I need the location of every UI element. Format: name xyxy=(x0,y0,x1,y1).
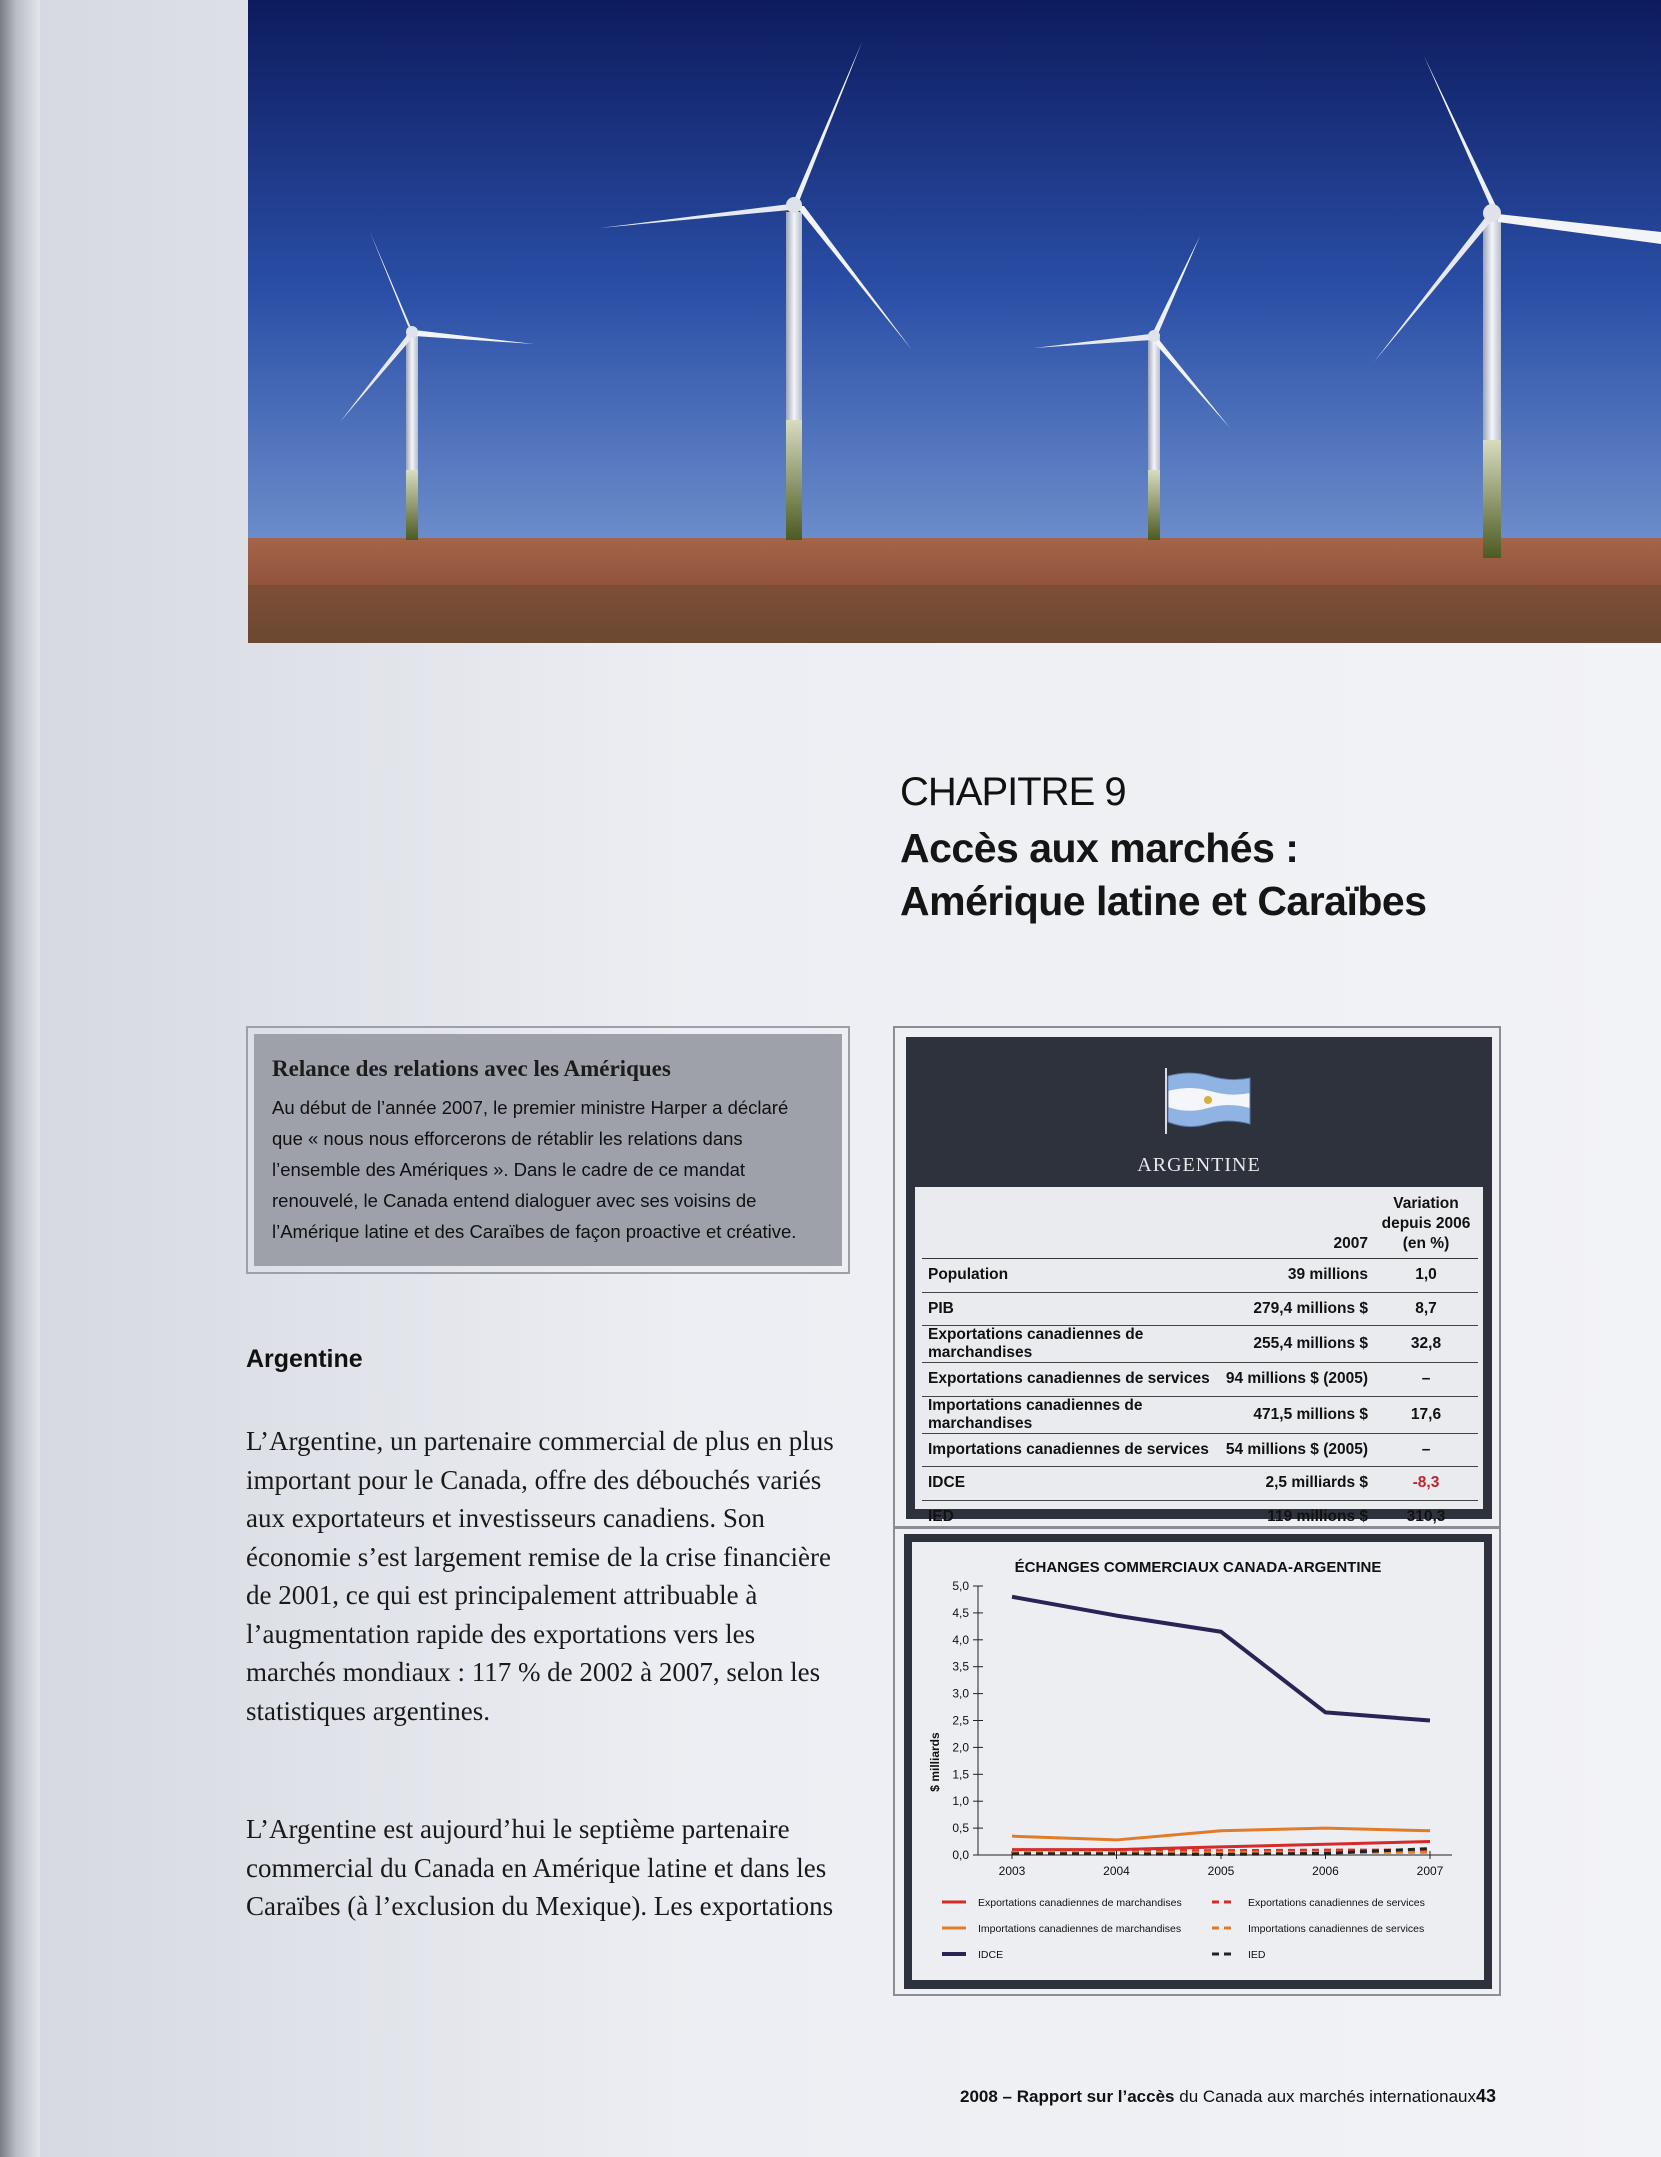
chart-x-tick-label: 2003 xyxy=(998,1864,1026,1878)
sidebar-text: Au début de l’année 2007, le premier ministre Harper a déclaré que « nous nous efforcerons de rétablir les relations dans l’ensemble des Amériques ». Dans le cadre de ce mandat renouvelé, le Canada entend dialoguer avec ses voisins de l’Amérique latine et des Caraïbes de façon proactive et créative. xyxy=(272,1097,797,1242)
row-value: 39 millions xyxy=(1220,1259,1374,1293)
column-header-label xyxy=(922,1192,1220,1259)
chart-y-axis-label: $ milliards xyxy=(928,1732,942,1792)
table-row xyxy=(922,1259,1478,1293)
table-row xyxy=(922,1363,1478,1397)
chart-y-tick-label: 0,0 xyxy=(952,1848,969,1862)
chart-legend-label: Importations canadiennes de marchandises xyxy=(978,1923,1182,1935)
row-label: Importations canadiennes de services xyxy=(922,1433,1220,1467)
chart-y-tick-label: 4,0 xyxy=(952,1632,969,1647)
table-row xyxy=(922,1467,1478,1501)
chart-series-line xyxy=(1012,1597,1430,1721)
chart-x-tick-label: 2006 xyxy=(1312,1864,1339,1878)
row-change: – xyxy=(1374,1363,1478,1397)
row-change: -8,3 xyxy=(1374,1467,1478,1501)
country-stats-table xyxy=(922,1192,1478,1533)
table-row xyxy=(922,1292,1478,1326)
chart-y-tick-label: 4,5 xyxy=(952,1605,969,1620)
table-header-row xyxy=(922,1192,1478,1259)
chart-series-line xyxy=(1012,1850,1430,1851)
body-paragraph-2: L’Argentine est aujourd’hui le septième partenaire commercial du Canada en Amérique latine et dans les Caraïbes (à l’exclusion du Mexique). Les exportations xyxy=(246,1814,834,1921)
sidebar-inner xyxy=(254,1034,842,1266)
chart-series-line xyxy=(1012,1842,1430,1850)
chart-y-tick-label: 1,0 xyxy=(952,1794,969,1809)
row-change: 310,3 xyxy=(1374,1500,1478,1533)
country-name: ARGENTINE xyxy=(1137,1154,1261,1176)
row-value: 471,5 millions $ xyxy=(1220,1396,1374,1433)
chart-x-tick-label: 2005 xyxy=(1207,1864,1235,1878)
chapter-title: Accès aux marchés : Amérique latine et Caraïbes xyxy=(900,825,1427,924)
section-heading: Argentine xyxy=(246,1345,363,1373)
page-gutter-shadow xyxy=(0,0,40,2157)
table-row xyxy=(922,1396,1478,1433)
row-value: 119 millions $ xyxy=(1220,1500,1374,1533)
chart-x-tick-label: 2004 xyxy=(1103,1864,1130,1878)
row-label: IED xyxy=(922,1500,1220,1533)
footer-text-rest: du Canada aux marchés internationaux xyxy=(1174,2087,1476,2106)
row-value: 255,4 millions $ xyxy=(1220,1326,1374,1363)
page-footer xyxy=(960,2087,1476,2107)
column-header-change: Variation depuis 2006 (en %) xyxy=(1374,1192,1478,1259)
row-label: Exportations canadiennes de services xyxy=(922,1363,1220,1397)
footer-bold-text: 2008 – Rapport sur l’accès xyxy=(960,2087,1175,2106)
row-label: IDCE xyxy=(922,1467,1220,1501)
row-label: Population xyxy=(922,1259,1220,1293)
table-row xyxy=(922,1433,1478,1467)
row-value: 54 millions $ (2005) xyxy=(1220,1433,1374,1467)
row-change: 17,6 xyxy=(1374,1396,1478,1433)
row-label: PIB xyxy=(922,1292,1220,1326)
chart-y-tick-label: 2,0 xyxy=(952,1740,969,1755)
chart-y-tick-label: 3,5 xyxy=(952,1659,969,1674)
page-number: 43 xyxy=(1476,2086,1497,2106)
chart-legend-label: IED xyxy=(1248,1949,1266,1961)
row-change: 8,7 xyxy=(1374,1292,1478,1326)
row-value: 279,4 millions $ xyxy=(1220,1292,1374,1326)
chart-y-tick-label: 1,5 xyxy=(952,1767,969,1782)
sidebar-box xyxy=(246,1026,850,1274)
row-value: 94 millions $ (2005) xyxy=(1220,1363,1374,1397)
row-label: Exportations canadiennes de marchandises xyxy=(922,1326,1220,1363)
row-value: 2,5 milliards $ xyxy=(1220,1467,1374,1501)
chart-series-line xyxy=(1012,1828,1430,1840)
row-change: 1,0 xyxy=(1374,1259,1478,1293)
row-change: 32,8 xyxy=(1374,1326,1478,1363)
chart-legend-label: Importations canadiennes de services xyxy=(1248,1923,1425,1935)
chart-legend-label: IDCE xyxy=(978,1949,1004,1961)
row-label: Importations canadiennes de marchandises xyxy=(922,1396,1220,1433)
body-paragraph-1: L’Argentine, un partenaire commercial de plus en plus important pour le Canada, offre des débouchés variés aux exportateurs et investisseurs canadiens. Son économie s’est largement remise de la crise financière de 2001, ce qui est principalement attribuable à l’augmentation rapide des exportations vers les marchés mondiaux : 117 % de 2002 à 2007, selon les statistiques argentines. xyxy=(246,1426,834,1726)
row-change: – xyxy=(1374,1433,1478,1467)
chapter-label: CHAPITRE 9 xyxy=(900,770,1126,814)
column-header-year: 2007 xyxy=(1220,1192,1374,1259)
sidebar-title: Relance des relations avec les Amériques xyxy=(272,1056,671,1081)
chart-y-tick-label: 0,5 xyxy=(952,1821,969,1836)
table-row xyxy=(922,1326,1478,1363)
chart-y-tick-label: 5,0 xyxy=(952,1579,969,1593)
argentina-flag-icon xyxy=(1162,1068,1252,1134)
trade-chart xyxy=(912,1542,1484,1980)
chart-y-tick-label: 3,0 xyxy=(952,1686,969,1701)
chart-title: ÉCHANGES COMMERCIAUX CANADA-ARGENTINE xyxy=(1014,1559,1382,1576)
chart-legend-label: Exportations canadiennes de services xyxy=(1248,1897,1425,1909)
wind-turbines-photo xyxy=(248,0,1661,643)
chart-legend-label: Exportations canadiennes de marchandises xyxy=(978,1897,1182,1909)
chart-x-tick-label: 2007 xyxy=(1416,1864,1444,1878)
chart-y-tick-label: 2,5 xyxy=(952,1713,969,1728)
